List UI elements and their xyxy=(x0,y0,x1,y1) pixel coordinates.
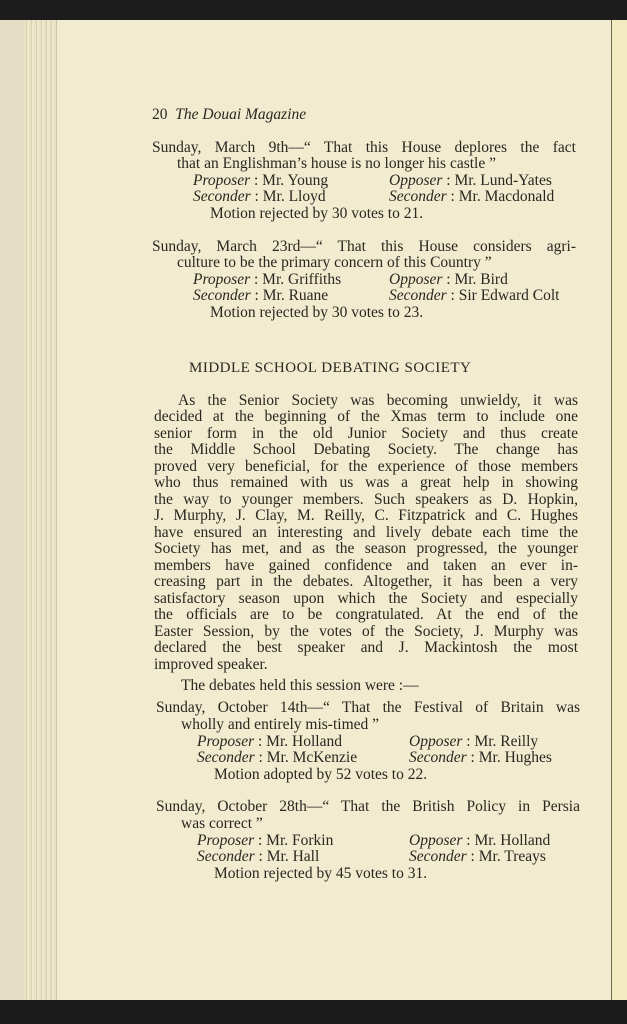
proposer-name: : Mr. Griffiths xyxy=(254,271,342,288)
paragraph-line: As the Senior Society was becoming unwieldy, it was xyxy=(178,392,578,409)
paragraph-line: the Middle School Debating Society. The change has xyxy=(154,441,578,458)
seconder-label: Seconder xyxy=(197,749,255,766)
scan-bottom-edge xyxy=(0,1000,627,1024)
paragraph-line: members have gained confidence and taken an ever in- xyxy=(154,557,578,574)
seconder-label: Seconder xyxy=(409,749,467,766)
paragraph-line: creasing part in the debates. Altogether, it has been a very xyxy=(154,573,578,590)
seconder-label: Seconder xyxy=(389,287,447,304)
seconder-label: Seconder xyxy=(389,188,447,205)
proposer-name: : Mr. Holland xyxy=(258,733,342,750)
opposer xyxy=(409,833,550,849)
magazine-title: The Douai Magazine xyxy=(175,106,307,123)
seconder-label: Seconder xyxy=(409,848,467,865)
paragraph-line: Society has met, and as the season progressed, the younger xyxy=(154,540,578,557)
opposer-name: : Mr. Holland xyxy=(466,832,551,849)
seconder-name: : Mr. McKenzie xyxy=(258,749,358,766)
seconder-label: Seconder xyxy=(197,848,255,865)
debates-intro: The debates held this session were :— xyxy=(181,677,419,694)
paragraph-line: declared the best speaker and J. Mackintosh the most xyxy=(154,639,578,656)
proposer xyxy=(197,833,333,849)
opposer xyxy=(389,173,552,189)
seconder-name: : Mr. Ruane xyxy=(254,287,329,304)
seconder xyxy=(197,750,357,766)
motion-line: Sunday, March 9th—“ That this House deplores the fact xyxy=(152,139,576,156)
motion-result: Motion adopted by 52 votes to 22. xyxy=(214,766,428,783)
seconder-name: : Mr. Lloyd xyxy=(254,188,326,205)
seconder xyxy=(389,288,559,304)
paragraph-line: who thus remained with us was a great help in showing xyxy=(154,474,578,491)
proposer-label: Proposer xyxy=(193,172,251,189)
seconder-label: Seconder xyxy=(193,188,251,205)
proposer-label: Proposer xyxy=(193,271,251,288)
proposer-name: : Mr. Forkin xyxy=(258,832,334,849)
seconder xyxy=(197,849,319,865)
opposer-name: : Mr. Lund-Yates xyxy=(446,172,552,189)
next-page-edge xyxy=(611,20,627,1000)
proposer-label: Proposer xyxy=(197,733,255,750)
section-heading: MIDDLE SCHOOL DEBATING SOCIETY xyxy=(189,360,472,376)
motion-line: Sunday, October 14th—“ That the Festival of Britain was xyxy=(156,699,580,716)
facing-page-edge xyxy=(0,20,24,1000)
paragraph-line: the way to younger members. Such speakers as D. Hopkin, xyxy=(154,491,578,508)
proposer xyxy=(193,272,341,288)
seconder-name: : Mr. Macdonald xyxy=(450,188,555,205)
paragraph-line: have ensured an interesting and lively debate each time the xyxy=(154,524,578,541)
paragraph-line: Easter Session, by the votes of the Society, J. Murphy was xyxy=(154,623,578,640)
page-stack-edge xyxy=(24,20,57,1000)
paragraph-line: decided at the beginning of the Xmas term to include one xyxy=(154,408,578,425)
opposer-label: Opposer xyxy=(409,832,463,849)
seconder xyxy=(409,750,552,766)
proposer-label: Proposer xyxy=(197,832,255,849)
running-header xyxy=(152,107,306,123)
paragraph-line: J. Murphy, J. Clay, M. Reilly, C. Fitzpatrick and C. Hughes xyxy=(154,507,578,524)
paragraph-line: improved speaker. xyxy=(154,656,268,673)
motion-line: that an Englishman’s house is no longer his castle ” xyxy=(177,155,496,172)
seconder-name: : Mr. Treays xyxy=(470,848,546,865)
motion-result: Motion rejected by 30 votes to 21. xyxy=(210,205,424,222)
seconder xyxy=(193,189,326,205)
motion-line: wholly and entirely mis-timed ” xyxy=(181,716,380,733)
motion-line: was correct ” xyxy=(181,815,263,832)
motion-line: Sunday, October 28th—“ That the British Policy in Persia xyxy=(156,798,580,815)
opposer-label: Opposer xyxy=(409,733,463,750)
seconder xyxy=(389,189,554,205)
proposer xyxy=(193,173,328,189)
opposer xyxy=(389,272,508,288)
seconder-name: : Mr. Hall xyxy=(258,848,320,865)
seconder-name: : Sir Edward Colt xyxy=(450,287,560,304)
motion-result: Motion rejected by 45 votes to 31. xyxy=(214,865,428,882)
opposer-name: : Mr. Bird xyxy=(446,271,508,288)
opposer xyxy=(409,734,538,750)
paragraph-line: senior form in the old Junior Society and thus create xyxy=(154,425,578,442)
opposer-name: : Mr. Reilly xyxy=(466,733,539,750)
motion-line: Sunday, March 23rd—“ That this House considers agri- xyxy=(152,238,576,255)
paragraph-line: satisfactory season upon which the Society and especially xyxy=(154,590,578,607)
page-number: 20 xyxy=(152,106,168,123)
seconder-label: Seconder xyxy=(193,287,251,304)
motion-result: Motion rejected by 30 votes to 23. xyxy=(210,304,424,321)
opposer-label: Opposer xyxy=(389,172,443,189)
proposer xyxy=(197,734,342,750)
scan-top-edge xyxy=(0,0,627,20)
seconder xyxy=(409,849,546,865)
magazine-page xyxy=(24,20,611,1000)
seconder-name: : Mr. Hughes xyxy=(470,749,552,766)
proposer-name: : Mr. Young xyxy=(254,172,329,189)
seconder xyxy=(193,288,328,304)
motion-line: culture to be the primary concern of this Country ” xyxy=(177,254,492,271)
opposer-label: Opposer xyxy=(389,271,443,288)
paragraph-line: proved very beneficial, for the experience of those members xyxy=(154,458,578,475)
paragraph-line: the officials are to be congratulated. At the end of the xyxy=(154,606,578,623)
